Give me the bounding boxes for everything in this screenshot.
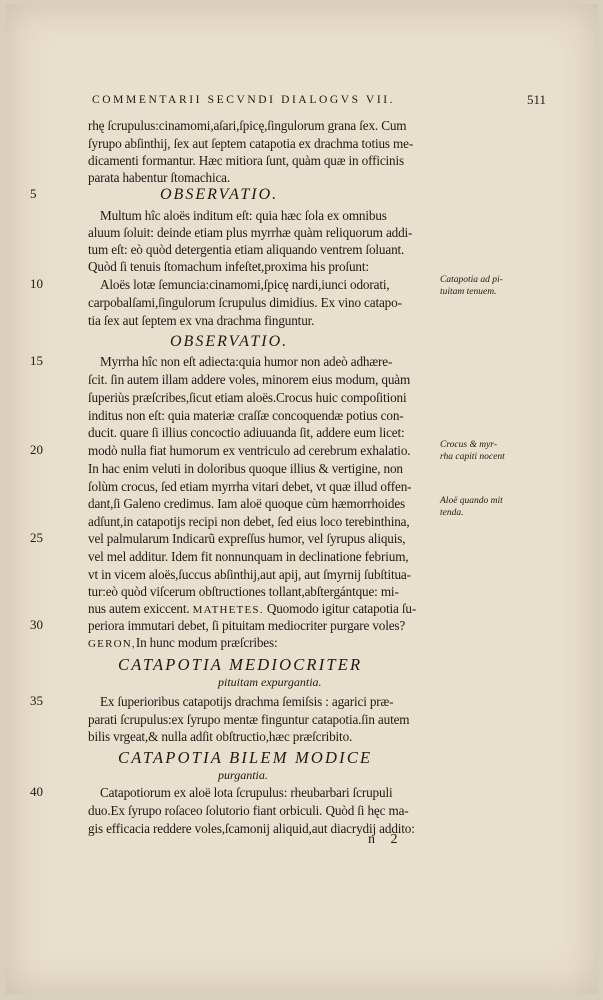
margin-note: Crocus & myr- bbox=[440, 440, 497, 450]
text-line: ſyrupo abſinthij, ſex aut ſeptem catapotia ex drachma totius me- bbox=[88, 136, 414, 151]
margin-note: tenda. bbox=[440, 508, 464, 518]
text-line: dicamenti formantur. Hæc mitiora ſunt, quàm quæ in officinis bbox=[88, 153, 404, 168]
text-line: tum eſt: eò quòd detergentia etiam aliquando ventrem ſoluant. bbox=[88, 242, 405, 257]
text-line: Quòd ſi tenuis ſtomachum infeſtet,proxima his proſunt: bbox=[88, 259, 369, 274]
line-number: 10 bbox=[30, 276, 43, 291]
text-span: nus autem exiccent. bbox=[88, 601, 190, 616]
text-span: In hunc modum præſcribes: bbox=[135, 635, 278, 650]
text-line: In hac enim veluti in doloribus quoque illius & vertigine, non bbox=[88, 461, 403, 476]
text-line: duo.Ex ſyrupo roſaceo ſolutorio fiant orbiculi. Quòd ſi hęc ma- bbox=[88, 803, 409, 818]
line-number: 25 bbox=[30, 530, 43, 545]
line-number: 30 bbox=[30, 617, 43, 632]
text-line: ſuperiùs præſcribes,ſicut etiam aloës.Crocus huic compoſitioni bbox=[88, 390, 407, 405]
recipe-subheading: purgantia. bbox=[218, 768, 268, 782]
signature-mark: n 2 bbox=[368, 832, 404, 847]
text-line: Ex ſuperioribus catapotijs drachma ſemiſsis : agarici præ- bbox=[100, 694, 394, 709]
speaker-name: MATHETES. bbox=[192, 604, 264, 616]
line-number: 20 bbox=[30, 442, 43, 457]
text-line: gis efficacia reddere voles,ſcamonij aliquid,aut diacrydij addito: bbox=[88, 821, 415, 836]
text-line: vel mel additur. Idem fit nonnunquam in declinatione febrium, bbox=[88, 549, 409, 564]
margin-note: rha capiti nocent bbox=[440, 452, 505, 462]
text-line: vt in vicem aloës,ſuccus abſinthij,aut apij, aut ſmyrnij ſubſtitua- bbox=[88, 567, 411, 582]
text-line: bilis vrgeat,& nulla adſit obſtructio,hæc præſcribito. bbox=[88, 729, 353, 744]
margin-note: Aloë quando mit bbox=[440, 496, 503, 506]
text-line: parati ſcrupulus:ex ſyrupo mentæ finguntur catapotia.ſin autem bbox=[88, 712, 410, 727]
text-line: modò nulla fiat humorum ex ventriculo ad cerebrum exhalatio. bbox=[88, 443, 411, 458]
text-line: parata habentur ſtomachica. bbox=[88, 170, 231, 185]
text-line bbox=[88, 634, 278, 653]
recipe-subheading: pituitam expurgantia. bbox=[218, 675, 322, 689]
text-line: Aloës lotæ ſemuncia:cinamomi,ſpicę nardi,iunci odorati, bbox=[100, 277, 390, 292]
section-heading: OBSERVATIO. bbox=[160, 186, 279, 203]
recipe-heading: CATAPOTIA MEDIOCRITER bbox=[118, 655, 363, 674]
text-line: adſunt,in catapotijs recipi non debet, ſed eius loco terebinthina, bbox=[88, 514, 410, 529]
text-line: inditus non eſt: quia materiæ craſſæ concoquendæ potius con- bbox=[88, 408, 404, 423]
text-line: vel palmularum Indicarũ expreſſus humor, vel ſyrupus aliquis, bbox=[88, 531, 406, 546]
text-line: rhę ſcrupulus:cinamomi,aſari,ſpicę,ſingulorum grana ſex. Cum bbox=[88, 118, 407, 133]
line-number: 5 bbox=[30, 186, 37, 201]
text-line: Multum hîc aloës inditum eſt: quia hæc ſola ex omnibus bbox=[100, 208, 387, 223]
recipe-heading: CATAPOTIA BILEM MODICE bbox=[118, 748, 373, 767]
text-line: Catapotiorum ex aloë lota ſcrupulus: rheubarbari ſcrupuli bbox=[100, 785, 393, 800]
margin-note: tuitam tenuem. bbox=[440, 287, 497, 297]
text-line: ſcit. ſin autem illam addere voles, minorem eius modum, quàm bbox=[88, 372, 411, 387]
text-line: tia ſex aut ſeptem ex vna drachma finguntur. bbox=[88, 313, 315, 328]
text-line: ſolùm crocus, ſed etiam myrrha vitari debet, vt quæ illud offen- bbox=[88, 479, 412, 494]
line-number: 40 bbox=[30, 784, 43, 799]
section-heading: OBSERVATIO. bbox=[170, 333, 289, 350]
speaker-name: GERON, bbox=[88, 638, 136, 650]
line-number: 35 bbox=[30, 693, 43, 708]
text-line: carpobalſami,ſingulorum ſcrupulus dimidius. Ex vino catapo- bbox=[88, 295, 402, 310]
line-number: 15 bbox=[30, 353, 43, 368]
text-line: tur:eò quòd viſcerum obſtructiones tollant,abſtergántque: mi- bbox=[88, 584, 399, 599]
running-head: COMMENTARII SECVNDI DIALOGVS VII. bbox=[92, 94, 396, 106]
text-line: aluum ſoluit: deinde etiam plus myrrhæ quàm reliquorum addi- bbox=[88, 225, 413, 240]
text-line: Myrrha hîc non eſt adiecta:quia humor non adeò adhære- bbox=[100, 354, 393, 369]
page-number: 511 bbox=[527, 92, 547, 107]
margin-note: Catapotia ad pi- bbox=[440, 275, 503, 285]
text-line: periora immutari debet, ſi pituitam mediocriter purgare voles? bbox=[88, 618, 406, 633]
text-span: Quomodo igitur catapotia ſu- bbox=[266, 601, 417, 616]
text-line: ducit. quare ſi illius concoctio adiuuanda ſit, addere eum licet: bbox=[88, 425, 405, 440]
text-line: dant,ſi Galeno credimus. Iam aloë quoque cùm hæmorrhoides bbox=[88, 496, 406, 511]
